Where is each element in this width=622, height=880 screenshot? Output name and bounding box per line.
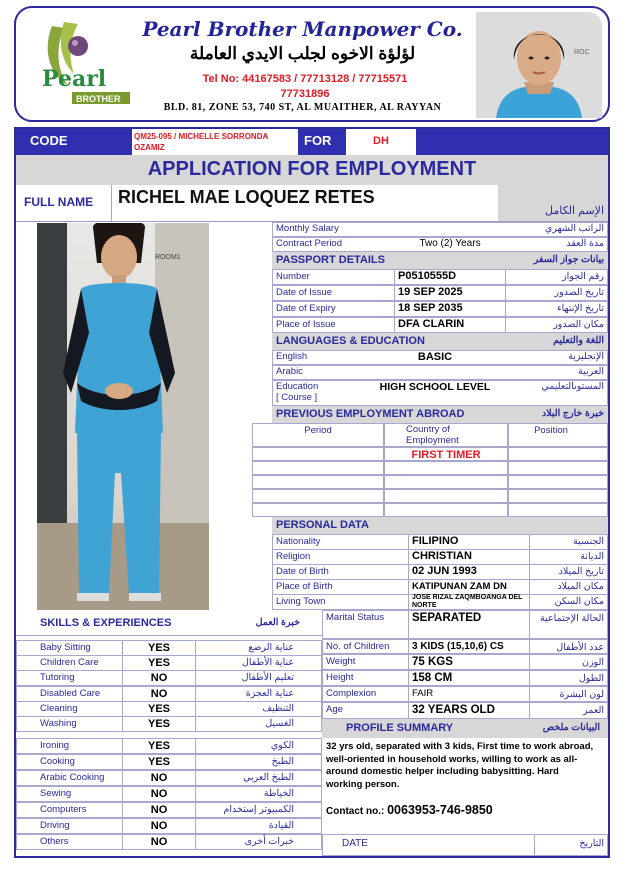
code-value: QM25-095 / MICHELLE SORRONDA OZAMIZ <box>132 129 298 155</box>
personal-field-arabic: مكان السكن <box>554 596 604 607</box>
profile-summary-title: PROFILE SUMMARY <box>346 722 454 734</box>
skill-label: Computers <box>40 804 87 815</box>
skill-value: YES <box>147 718 170 730</box>
skill-label: Disabled Care <box>40 688 101 699</box>
personal-field-arabic: مكان الميلاد <box>557 581 604 592</box>
applicant-headshot <box>476 12 602 118</box>
passport-field-arabic: مكان الصدور <box>553 319 604 330</box>
skill-label: Cleaning <box>40 703 78 714</box>
svg-text:ROOM1: ROOM1 <box>155 254 181 261</box>
english-value: BASIC <box>417 351 453 363</box>
complexion-arabic: لون البشرة <box>559 689 604 700</box>
profile-summary-text: 32 yrs old, separated with 3 kids, First time to work abroad, well-oriented in household works, willing to work as all-around domestic helper including babysitting. Hard working person. <box>326 741 594 790</box>
personal-field-label: Religion <box>276 551 311 562</box>
date-arabic: التاريخ <box>579 838 604 849</box>
for-label: FOR <box>304 133 332 148</box>
personal-field-label: Living Town <box>276 596 326 607</box>
skill-label: Arabic Cooking <box>40 772 105 783</box>
skill-label: Cooking <box>40 756 75 767</box>
employment-row <box>252 489 384 503</box>
skill-value: YES <box>147 642 170 654</box>
contract-period-value: Two (2) Years <box>419 238 481 249</box>
education-value: HIGH SCHOOL LEVEL <box>379 381 491 393</box>
full-name-value: RICHEL MAE LOQUEZ RETES <box>118 187 375 207</box>
english-label: English <box>276 351 308 362</box>
passport-field-arabic: رقم الجواز <box>562 271 604 282</box>
personal-field-value: CHRISTIAN <box>412 550 472 562</box>
passport-field-label: Date of Issue <box>276 287 332 298</box>
languages-section-arabic: اللغة والتعليم <box>553 335 604 346</box>
svg-text:ROC: ROC <box>574 49 590 56</box>
personal-data-title: PERSONAL DATA <box>272 517 608 534</box>
marital-label: Marital Status <box>326 612 385 623</box>
personal-field-value: FILIPINO <box>412 535 459 547</box>
skill-value: YES <box>147 703 170 715</box>
passport-field-value: P0510555D <box>398 270 457 282</box>
passport-field-label: Date of Expiry <box>276 303 336 314</box>
age-value: 32 YEARS OLD <box>412 704 495 716</box>
full-name-label: FULL NAME <box>16 185 112 221</box>
skill-value: NO <box>150 804 168 816</box>
weight-value: 75 KGS <box>412 656 453 668</box>
skill-arabic: الطبخ العربي <box>243 772 294 783</box>
skill-arabic: الغسيل <box>265 718 294 729</box>
children-arabic: عدد الأطفال <box>556 642 604 653</box>
employment-row <box>252 461 384 475</box>
svg-text:BROTHER: BROTHER <box>76 94 121 104</box>
skill-arabic: الطبخ <box>271 756 294 767</box>
arabic-arabic: العربية <box>578 366 604 377</box>
skill-arabic: القيادة <box>268 820 294 831</box>
skill-arabic: عناية العجزة <box>245 688 294 699</box>
contract-period-label: Contract Period <box>276 238 343 249</box>
age-label: Age <box>326 704 343 715</box>
skill-value: YES <box>147 756 170 768</box>
skill-value: NO <box>150 672 168 684</box>
education-label: Education [ Course ] <box>276 381 319 403</box>
skill-value: NO <box>150 772 168 784</box>
skill-arabic: عناية الأطفال <box>241 657 294 668</box>
skill-arabic: الكمبيوتر إستخدام <box>223 804 294 815</box>
marital-arabic: الحالة الإجتماعية <box>540 613 604 624</box>
telephone-numbers: Tel No: 44167583 / 77713128 / 77715571 77731896 <box>202 73 408 100</box>
skill-value: YES <box>147 657 170 669</box>
personal-field-arabic: الجنسية <box>573 536 604 547</box>
profile-summary-arabic: البيانات ملخص <box>542 722 600 733</box>
marital-value: SEPARATED <box>412 612 482 624</box>
contract-period-arabic: مدة العقد <box>566 238 604 249</box>
applicant-full-photo <box>37 223 209 610</box>
period-column-header: Period <box>304 425 332 436</box>
languages-section-title: LANGUAGES & EDUCATION <box>272 333 608 350</box>
for-value: DH <box>346 129 416 155</box>
skill-value: NO <box>150 836 168 848</box>
skills-section-arabic: خبرة العمل <box>255 617 300 628</box>
skill-arabic: التنظيف <box>262 703 294 714</box>
country-column-header: Country of Employment <box>406 424 459 446</box>
skill-label: Ironing <box>40 740 70 751</box>
employment-row <box>252 503 384 517</box>
previous-employment-arabic: خبرة خارج البلاد <box>541 408 604 419</box>
height-label: Height <box>326 672 354 683</box>
skill-value: YES <box>147 740 170 752</box>
weight-label: Weight <box>326 656 356 667</box>
weight-arabic: الوزن <box>581 657 604 668</box>
education-arabic: المستوىالتعليمي <box>541 381 604 392</box>
skill-arabic: خبرات أخرى <box>244 836 294 847</box>
monthly-salary-label: Monthly Salary <box>276 223 339 234</box>
height-value: 158 CM <box>412 672 453 684</box>
complexion-value: FAIR <box>412 688 434 699</box>
employment-row <box>252 475 384 489</box>
company-name-arabic: لؤلؤة الاخوه لجلب الايدي العاملة <box>189 44 416 63</box>
skill-label: Driving <box>40 820 70 831</box>
skill-label: Tutoring <box>40 672 75 683</box>
full-name-arabic: الإسم الكامل <box>545 205 604 217</box>
personal-field-value: JOSE RIZAL ZAQMBOANGA DEL NORTE <box>412 594 523 609</box>
english-arabic: الإنجليزية <box>568 351 604 362</box>
personal-field-label: Nationality <box>276 536 321 547</box>
company-name: Pearl Brother Manpower Co. <box>142 17 463 41</box>
company-address: BLD. 81, ZONE 53, 740 ST, AL MUAITHER, AL RAYYAN <box>163 102 442 113</box>
skill-value: NO <box>150 688 168 700</box>
passport-field-value: 18 SEP 2035 <box>398 302 463 314</box>
passport-field-arabic: تاريخ الصدور <box>554 287 604 298</box>
skill-value: NO <box>150 820 168 832</box>
skill-label: Sewing <box>40 788 72 799</box>
skills-section-title: SKILLS & EXPERIENCES <box>40 617 172 629</box>
complexion-label: Complexion <box>326 688 377 699</box>
children-value: 3 KIDS (15,10,6) CS <box>412 641 504 652</box>
contact-number: Contact no.: 0063953-746-9850 <box>326 803 493 817</box>
position-column-header: Position <box>534 425 568 436</box>
skill-arabic: عناية الرضع <box>248 642 294 653</box>
passport-field-value: DFA CLARIN <box>398 318 465 330</box>
monthly-salary-arabic: الراتب الشهري <box>544 223 604 234</box>
code-label: CODE <box>30 133 68 148</box>
skill-label: Children Care <box>40 657 99 668</box>
personal-field-arabic: الديانة <box>580 551 604 562</box>
age-arabic: العمر <box>583 705 604 716</box>
personal-field-value: KATIPUNAN ZAM DN <box>412 581 507 592</box>
passport-field-label: Place of Issue <box>276 319 336 330</box>
passport-field-value: 19 SEP 2025 <box>398 286 463 298</box>
previous-employment-title: PREVIOUS EMPLOYMENT ABROAD <box>272 406 608 423</box>
passport-field-label: Number <box>276 271 310 282</box>
children-label: No. of Children <box>326 641 390 652</box>
personal-field-label: Date of Birth <box>276 566 329 577</box>
height-arabic: الطول <box>578 673 604 684</box>
passport-section-arabic: بيانات جواز السفر <box>533 254 604 265</box>
company-logo <box>34 16 134 112</box>
svg-text:Pearl: Pearl <box>42 66 107 92</box>
first-timer-entry: FIRST TIMER <box>411 449 481 461</box>
skill-arabic: الكوي <box>270 740 294 751</box>
personal-field-label: Place of Birth <box>276 581 333 592</box>
employment-row <box>252 447 384 461</box>
skill-arabic: تعليم الأطفال <box>241 672 294 683</box>
passport-section-title: PASSPORT DETAILS <box>272 252 608 269</box>
arabic-label: Arabic <box>276 366 303 377</box>
passport-field-arabic: تاريخ الإنتهاء <box>557 303 604 314</box>
personal-field-arabic: تاريخ الميلاد <box>558 566 604 577</box>
skill-arabic: الخياطة <box>263 788 294 799</box>
skill-label: Others <box>40 836 69 847</box>
personal-field-value: 02 JUN 1993 <box>412 565 477 577</box>
form-title: APPLICATION FOR EMPLOYMENT <box>16 155 608 185</box>
date-label: DATE <box>342 838 368 849</box>
skill-label: Washing <box>40 718 77 729</box>
skill-value: NO <box>150 788 168 800</box>
skill-label: Baby Sitting <box>40 642 91 653</box>
